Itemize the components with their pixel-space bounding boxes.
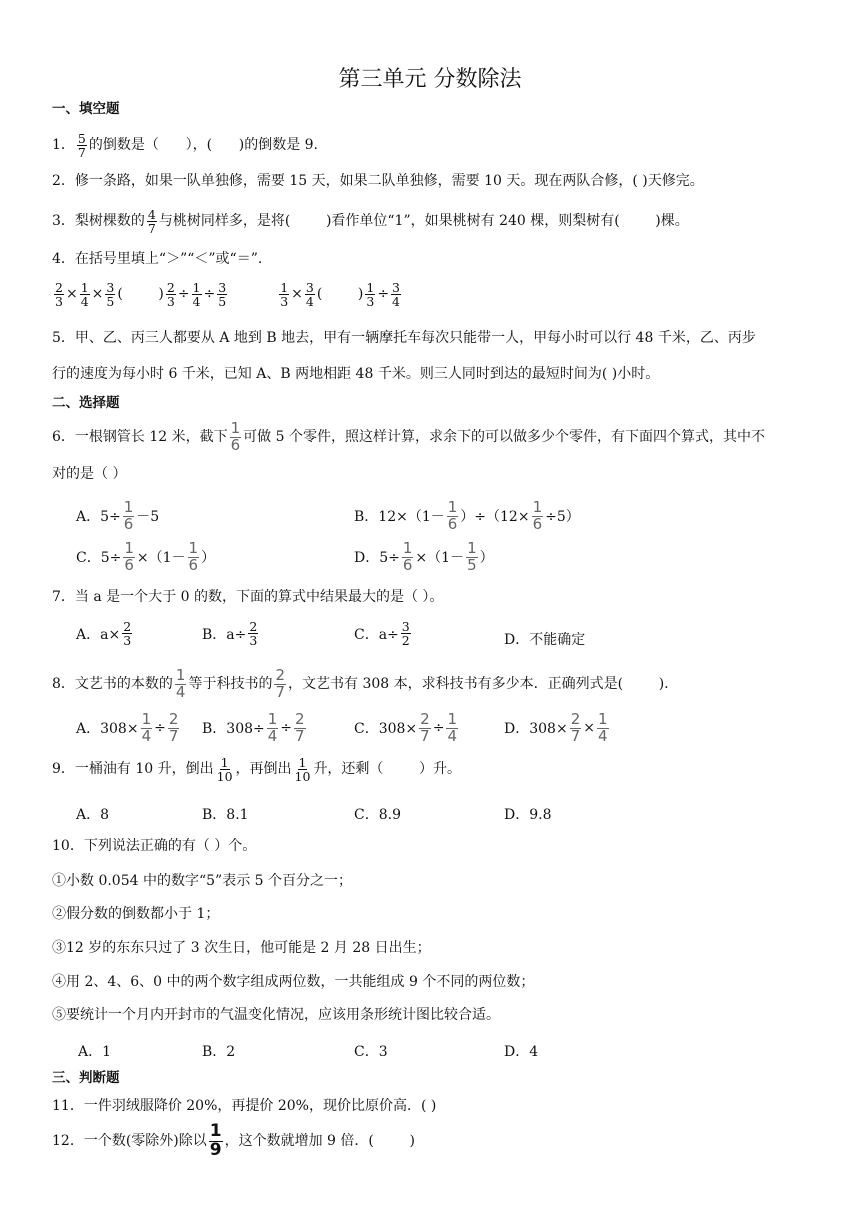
question-4: 4．在括号里填上“＞”“＜”或“＝”. (52, 251, 263, 267)
option-text: A．308× (76, 721, 139, 738)
denominator: 5 (218, 294, 227, 310)
q8-text-2: 等于科技书的 (188, 675, 273, 692)
option-fraction (597, 712, 609, 745)
q3-text-1: 3．梨树棵数的 (52, 213, 145, 230)
q9-option-d[interactable]: D．9.8 (504, 807, 552, 823)
q8-option-b[interactable] (202, 712, 308, 745)
q4-e1-fraction-b (80, 281, 90, 308)
numerator: 2 (420, 710, 430, 728)
q6-option-a[interactable] (76, 500, 159, 533)
numerator: 1 (220, 755, 229, 770)
option-text: D．308× (504, 721, 568, 738)
option-text: A．5÷ (76, 509, 121, 526)
operator: × (91, 286, 104, 303)
numerator: 4 (147, 207, 156, 222)
numerator: 1 (298, 755, 307, 770)
q10-statement-2: ②假分数的倒数都小于 1； (52, 906, 220, 922)
q8-fraction-2 (274, 668, 286, 701)
option-fraction (447, 500, 459, 533)
numerator: 1 (597, 710, 608, 728)
q1-text-1: 1． (52, 137, 75, 154)
denominator: 3 (366, 294, 375, 310)
option-fraction (294, 712, 306, 745)
q4-e1-fraction-f (217, 281, 227, 308)
denominator: 2 (401, 633, 410, 649)
denominator: 4 (267, 726, 278, 745)
q9-text-1: 9．一桶油有 10 升，倒出 (52, 761, 214, 778)
numerator: 1 (123, 498, 134, 516)
numerator: 3 (305, 280, 314, 295)
denominator: 7 (168, 726, 179, 745)
denominator: 3 (123, 633, 132, 649)
denominator: 4 (392, 294, 400, 310)
q8-option-c[interactable] (354, 712, 460, 745)
option-text: C．308× (354, 721, 418, 738)
numerator: 3 (218, 280, 227, 295)
denominator: 6 (402, 555, 413, 574)
numerator: 2 (249, 619, 258, 634)
q12-text-2: ，这个数就增加 9 倍．( ) (224, 1132, 415, 1149)
q10-statement-3: ③12 岁的东东只过了 3 次生日，他可能是 2 月 28 日出生； (52, 940, 431, 956)
answer-blank: ( ) (117, 286, 164, 303)
option-fraction (248, 620, 258, 647)
q6-fraction (230, 421, 242, 454)
question-9 (52, 756, 820, 783)
numerator: 1 (532, 498, 543, 516)
q6-option-d[interactable] (354, 541, 494, 574)
option-text: ÷ (154, 720, 166, 737)
denominator: 4 (141, 726, 152, 745)
option-fraction (123, 541, 135, 574)
denominator: 4 (597, 726, 608, 745)
question-11: 11．一件羽绒服降价 20%，再提价 20%，现价比原价高．( ) (52, 1098, 437, 1114)
option-text: ÷ (432, 720, 445, 737)
q12-text-1: 12．一个数(零除外)除以 (52, 1132, 207, 1149)
denominator: 6 (124, 555, 134, 574)
option-text: ÷5） (545, 509, 580, 526)
denominator: 4 (175, 682, 186, 701)
option-fraction (570, 712, 582, 745)
numerator: 2 (166, 280, 175, 295)
denominator: 4 (305, 294, 314, 310)
q10-option-b[interactable]: B．2 (202, 1044, 236, 1060)
option-fraction (402, 541, 414, 574)
q4-e1-fraction-d (166, 281, 176, 308)
q4-e2-fraction-d (391, 281, 401, 308)
option-fraction (466, 541, 478, 574)
option-text: ） (201, 550, 216, 567)
denominator: 6 (123, 514, 134, 533)
option-fraction (168, 712, 180, 745)
numerator: 2 (275, 666, 286, 684)
denominator: 7 (295, 726, 305, 745)
denominator: 5 (106, 294, 115, 310)
question-2: 2．修一条路，如果一队单独修，需要 15 天，如果二队单独修，需要 10 天。现在两队合修，( )天修完。 (52, 173, 704, 189)
numerator: 1 (447, 498, 458, 516)
numerator: 3 (392, 280, 400, 295)
q3-fraction (147, 208, 157, 235)
denominator: 7 (570, 726, 581, 745)
q6-text-1: 6．一根钢管长 12 米，截下 (52, 428, 228, 445)
option-fraction (188, 541, 200, 574)
q4-e1-fraction-e (192, 281, 202, 308)
operator: ÷ (177, 286, 190, 303)
numerator: 2 (168, 710, 179, 728)
question-6 (52, 421, 820, 454)
question-12 (52, 1123, 820, 1160)
option-text: ）÷（12× (460, 509, 530, 526)
option-fraction (532, 500, 544, 533)
numerator: 2 (123, 619, 132, 634)
q1-text-2: 的倒数是（ ），( )的倒数是 9. (88, 137, 319, 154)
q8-fraction-1 (175, 668, 187, 701)
option-text: B．308÷ (202, 721, 265, 738)
option-fraction (446, 712, 458, 745)
q4-e1-fraction-a (54, 281, 64, 308)
q10-option-d[interactable]: D．4 (504, 1044, 539, 1060)
denominator: 3 (249, 633, 258, 649)
question-7: 7．当 a 是一个大于 0 的数，下面的算式中结果最大的是（ ）。 (52, 589, 444, 605)
option-fraction (122, 620, 132, 647)
denominator: 10 (294, 769, 311, 785)
numerator: 1 (280, 280, 289, 295)
denominator: 7 (420, 726, 430, 745)
numerator: 2 (295, 710, 305, 728)
option-fraction (267, 712, 279, 745)
q4-e2-fraction-b (305, 281, 315, 308)
numerator: 1 (80, 280, 89, 295)
q8-text-3: ，文艺书有 308 本，求科技书有多少本．正确列式是( ). (288, 675, 669, 692)
q12-fraction (209, 1123, 223, 1160)
section-heading-fill-in: 一、填空题 (52, 101, 120, 117)
q3-text-2: 与桃树同样多，是将( )看作单位“1”，如果桃树有 240 棵，则梨树有( )棵。 (158, 213, 689, 230)
numerator: 2 (570, 710, 581, 728)
denominator: 6 (447, 514, 458, 533)
option-text: B．12×（1－ (354, 509, 445, 526)
section-heading-true-false: 三、判断题 (52, 1070, 120, 1086)
q9-option-b[interactable]: B．8.1 (202, 807, 249, 823)
denominator: 4 (80, 294, 89, 310)
numerator: 1 (366, 280, 375, 295)
q6-text-2: 可做 5 个零件，照这样计算，求余下的可以做多少个零件，有下面四个算式，其中不 (243, 428, 765, 445)
numerator: 3 (401, 619, 410, 634)
option-text: A．a× (76, 626, 121, 643)
operator: ÷ (377, 286, 390, 303)
q9-option-a[interactable]: A．8 (76, 807, 110, 823)
denominator: 5 (467, 555, 477, 574)
option-text: D．5÷ (354, 550, 400, 567)
option-text: C．a÷ (354, 626, 399, 643)
denominator: 7 (77, 145, 86, 161)
q6-option-b[interactable] (354, 500, 580, 533)
option-text: －5 (136, 509, 160, 526)
option-text: × (583, 720, 595, 737)
numerator: 1 (175, 666, 186, 684)
q8-option-a[interactable] (76, 712, 181, 745)
q4-e2-fraction-c (365, 281, 375, 308)
numerator: 1 (447, 710, 457, 728)
question-5-line-1: 5．甲、乙、丙三人都要从 A 地到 B 地去，甲有一辆摩托车每次只能带一人，甲每小时可以行 48 千米，乙、丙步 (52, 330, 756, 346)
q7-option-b[interactable] (202, 620, 260, 647)
numerator: 3 (106, 280, 115, 295)
q10-statement-5: ⑤要统计一个月内开封市的气温变化情况，应该用条形统计图比较合适。 (52, 1007, 500, 1023)
q1-fraction (77, 132, 87, 159)
q9-option-c[interactable]: C．8.9 (354, 807, 401, 823)
section-heading-choice: 二、选择题 (52, 395, 120, 411)
q10-statement-1: ①小数 0.054 中的数字“5”表示 5 个百分之一； (52, 873, 353, 889)
option-text: C．5÷ (76, 550, 122, 567)
denominator: 3 (166, 294, 175, 310)
option-fraction (401, 620, 411, 647)
denominator: 10 (216, 769, 233, 785)
q10-statement-4: ④用 2、4、6、0 中的两个数字组成两位数，一共能组成 9 个不同的两位数； (52, 974, 535, 990)
numerator: 1 (209, 1121, 222, 1141)
numerator: 1 (124, 539, 134, 557)
numerator: 1 (230, 419, 241, 437)
denominator: 6 (532, 514, 543, 533)
operator: × (291, 286, 303, 303)
q6-option-c[interactable] (76, 541, 215, 574)
q7-option-a[interactable] (76, 620, 134, 647)
q9-text-3: 升，还剩（ ）升。 (313, 761, 462, 778)
question-10: 10．下列说法正确的有（ ）个。 (52, 838, 257, 854)
denominator: 7 (147, 221, 156, 237)
q10-option-a[interactable]: A．1 (78, 1044, 112, 1060)
numerator: 5 (77, 131, 86, 146)
q8-option-d[interactable] (504, 712, 611, 745)
numerator: 1 (467, 539, 477, 557)
option-text: ÷ (280, 720, 293, 737)
numerator: 2 (55, 280, 63, 295)
denominator: 3 (55, 294, 63, 310)
numerator: 1 (141, 710, 152, 728)
question-8 (52, 668, 820, 701)
option-text: B．a÷ (202, 626, 247, 643)
q9-fraction-1 (216, 756, 234, 783)
q10-option-c[interactable]: C．3 (354, 1044, 388, 1060)
denominator: 4 (192, 294, 201, 310)
numerator: 1 (402, 539, 413, 557)
question-5-line-2: 行的速度为每小时 6 千米，已知 A、B 两地相距 48 千米。则三人同时到达的最短时间为( )小时。 (52, 366, 660, 382)
numerator: 1 (192, 280, 201, 295)
operator: × (65, 286, 78, 303)
answer-blank: ( ) (316, 286, 364, 303)
option-fraction (123, 500, 135, 533)
denominator: 4 (447, 726, 457, 745)
q4-e2-fraction-a (279, 281, 289, 308)
question-1 (52, 132, 820, 159)
numerator: 1 (267, 710, 278, 728)
operator: ÷ (203, 286, 216, 303)
q8-text-1: 8．文艺书的本数的 (52, 675, 173, 692)
q9-text-2: ，再倒出 (235, 761, 292, 778)
question-4-expressions (52, 281, 820, 308)
question-6-line-2: 对的是（ ） (52, 466, 127, 482)
option-text: ） (479, 550, 494, 567)
denominator: 6 (230, 435, 241, 454)
option-text: ×（1－ (415, 550, 465, 567)
q9-fraction-2 (294, 756, 312, 783)
option-text: ×（1－ (136, 550, 186, 567)
q4-e1-fraction-c (105, 281, 115, 308)
denominator: 9 (209, 1139, 222, 1160)
q7-option-c[interactable] (354, 620, 413, 647)
denominator: 3 (280, 294, 289, 310)
q7-option-d[interactable]: D．不能确定 (504, 632, 586, 648)
page-title: 第三单元 分数除法 (338, 67, 522, 92)
denominator: 7 (275, 682, 286, 701)
option-fraction (419, 712, 431, 745)
denominator: 6 (188, 555, 199, 574)
numerator: 1 (188, 539, 199, 557)
option-fraction (141, 712, 153, 745)
question-3 (52, 208, 820, 235)
